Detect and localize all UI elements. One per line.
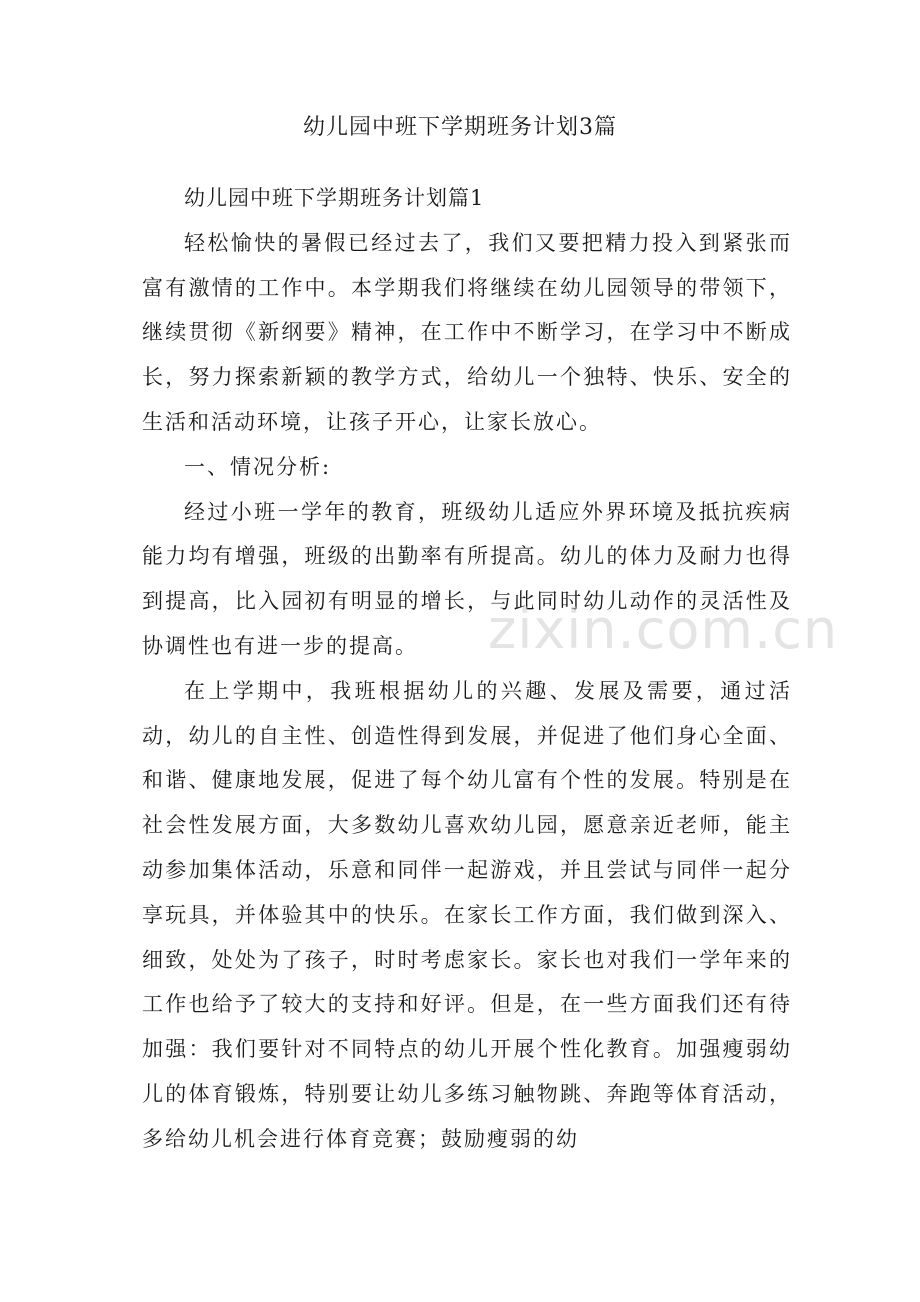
paragraph-heading-analysis: 一、情况分析: (184, 454, 332, 479)
document-body (142, 176, 792, 1162)
watermark-text: zixin.com.cn (488, 598, 839, 661)
paragraph-intro: 轻松愉快的暑假已经过去了，我们又要把精力投入到紧张而富有激情的工作中。本学期我们将继续在幼儿园领导的带领下，继续贯彻《新纲要》精神，在工作中不断学习，在学习中不断成长，努力探索新颖的教学方式，给幼儿一个独特、快乐、安全的生活和活动环境，让孩子开心，让家长放心。 (142, 230, 792, 434)
paragraph-last-semester: 在上学期中，我班根据幼儿的兴趣、发展及需要，通过活动，幼儿的自主性、创造性得到发展，并促进了他们身心全面、和谐、健康地发展，促进了每个幼儿富有个性的发展。特别是在社会性发展方面，大多数幼儿喜欢幼儿园，愿意亲近老师，能主动参加集体活动，乐意和同伴一起游戏，并且尝试与同伴一起分享玩具，并体验其中的快乐。在家长工作方面，我们做到深入、细致，处处为了孩子，时时考虑家长。家长也对我们一学年来的工作也给予了较大的支持和好评。但是，在一些方面我们还有待加强：我们要针对不同特点的幼儿开展个性化教育。加强瘦弱幼儿的体育锻炼，特别要让幼儿多练习触物跳、奔跑等体育活动，多给幼儿机会进行体育竞赛；鼓励瘦弱的幼 (142, 678, 792, 1151)
document-title: 幼儿园中班下学期班务计划3篇 (303, 115, 617, 140)
section-subtitle: 幼儿园中班下学期班务计划篇1 (184, 186, 485, 210)
paragraph-analysis: 经过小班一学年的教育，班级幼儿适应外界环境及抵抗疾病能力均有增强，班级的出勤率有所提高。幼儿的体力及耐力也得到提高，比入园初有明显的增长，与此同时幼儿动作的灵活性及协调性也有进一步的提高。 (142, 499, 792, 658)
